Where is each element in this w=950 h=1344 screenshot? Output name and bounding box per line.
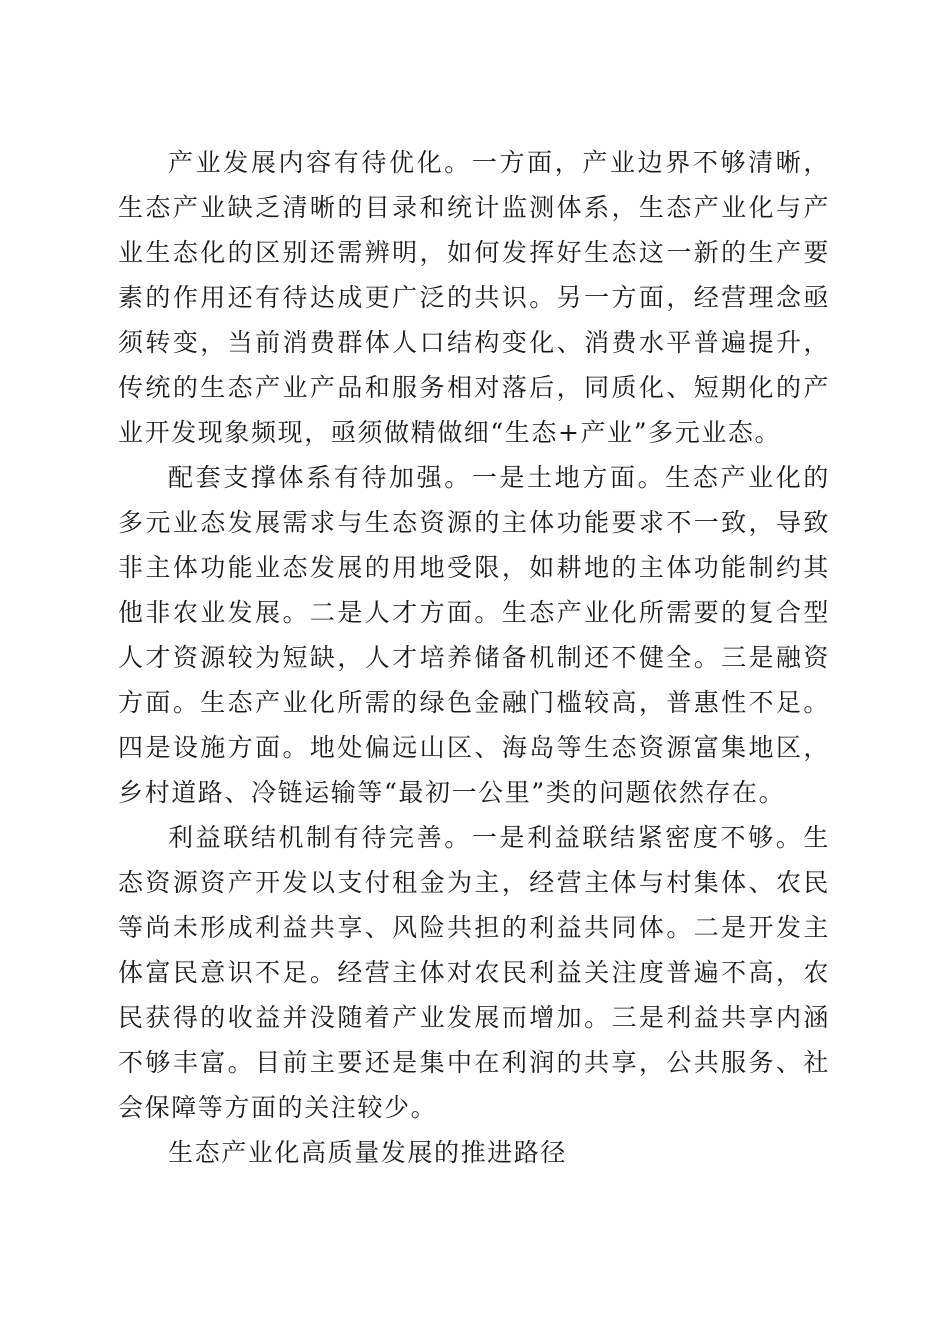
section-heading: 生态产业化高质量发展的推进路径 — [168, 1138, 568, 1167]
paragraph-industry-content: 产业发展内容有待优化。一方面，产业边界不够清晰，生态产业缺乏清晰的目录和统计监测体系，生态产业化与产业生态化的区别还需辨明，如何发挥好生态这一新的生产要素的作用还有待达成更广泛的共识。另一方面，经营理念亟须转变，当前消费群体人口结构变化、消费水平普遍提升，传统的生态产业产品和服务相对落后，同质化、短期化的产业开发现象频现，亟须做精做细“生态+产业”多元业态。 — [118, 148, 830, 447]
paragraph-support-system: 配套支撑体系有待加强。一是土地方面。生态产业化的多元业态发展需求与生态资源的主体功能要求不一致，导致非主体功能业态发展的用地受限，如耕地的主体功能制约其他非农业发展。二是人才方面。生态产业化所需要的复合型人才资源较为短缺，人才培养储备机制还不健全。三是融资方面。生态产业化所需的绿色金融门槛较高，普惠性不足。四是设施方面。地处偏远山区、海岛等生态资源富集地区，乡村道路、冷链运输等“最初一公里”类的问题依然存在。 — [118, 463, 830, 807]
document-body — [118, 140, 830, 1175]
paragraph-interest-linkage: 利益联结机制有待完善。一是利益联结紧密度不够。生态资源资产开发以支付租金为主，经营主体与村集体、农民等尚未形成利益共享、风险共担的利益共同体。二是开发主体富民意识不足。经营主体对农民利益关注度普遍不高，农民获得的收益并没随着产业发展而增加。三是利益共享内涵不够丰富。目前主要还是集中在利润的共享，公共服务、社会保障等方面的关注较少。 — [118, 823, 830, 1122]
